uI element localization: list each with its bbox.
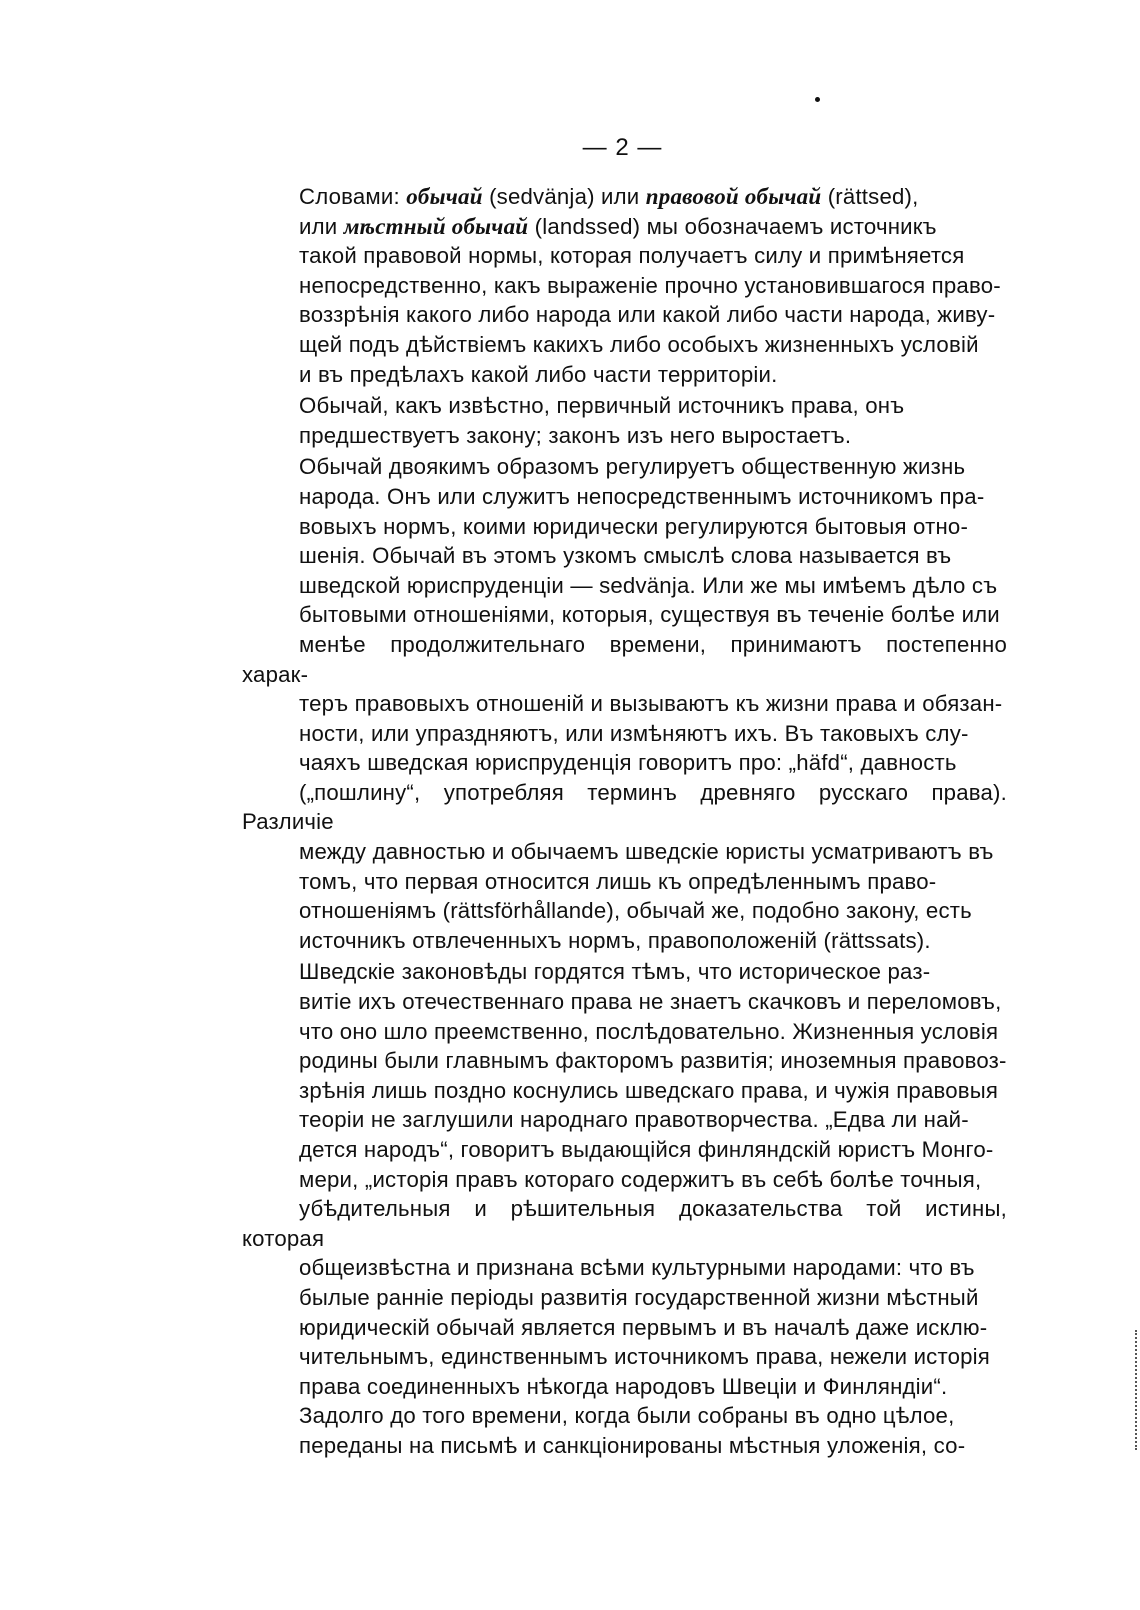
text-line	[242, 778, 1007, 837]
text-line	[242, 926, 1007, 956]
text-line	[242, 1194, 1007, 1253]
text-run: непосредственно, какъ выраженіе прочно установившагося право-	[299, 272, 1001, 298]
text-line	[242, 867, 1007, 897]
text-run: щей подъ дѣйствіемъ какихъ либо особыхъ жизненныхъ условій	[299, 331, 979, 357]
text-line	[242, 482, 1007, 512]
text-run: теоріи не заглушили народнаго правотворчества. „Едва ли най-	[299, 1107, 969, 1133]
text-run: зрѣнія лишь поздно коснулись шведскаго права, и чужія правовыя	[299, 1077, 999, 1103]
text-line	[242, 719, 1007, 749]
paragraph	[242, 452, 1007, 955]
text-line	[242, 241, 1007, 271]
text-run: воззрѣнія какого либо народа или какой либо части народа, живу-	[299, 302, 996, 328]
text-line	[242, 300, 1007, 330]
text-line	[242, 1076, 1007, 1106]
text-run: витіе ихъ отечественнаго права не знаетъ скачковъ и переломовъ,	[299, 989, 1002, 1015]
text-run: отношеніямъ (rättsförhållande), обычай же, подобно закону, есть	[299, 898, 972, 924]
text-line	[242, 1135, 1007, 1165]
text-run: права соединенныхъ нѣкогда народовъ Швеціи и Финляндіи“.	[299, 1373, 948, 1399]
text-run: теръ правовыхъ отношеній и вызываютъ къ жизни права и обязан-	[299, 691, 1003, 717]
text-run: томъ, что первая относится лишь къ опредѣленнымъ право-	[299, 868, 937, 894]
text-run: родины были главнымъ факторомъ развитія; иноземныя правовоз-	[299, 1048, 1007, 1074]
paragraph	[242, 957, 1007, 1460]
text-line	[242, 987, 1007, 1017]
text-run: Обычай, какъ извѣстно, первичный источникъ права, онъ	[299, 393, 905, 419]
text-line	[242, 1372, 1007, 1402]
text-line	[242, 1313, 1007, 1343]
text-line	[242, 541, 1007, 571]
text-line	[242, 1283, 1007, 1313]
text-run: или	[299, 213, 344, 239]
text-line	[242, 182, 1007, 212]
text-run: дется народъ“, говоритъ выдающійся финляндскій юристъ Монго-	[299, 1137, 994, 1162]
text-run: бытовыми отношеніями, которыя, существуя въ теченіе болѣе или	[299, 602, 1000, 628]
text-run: мери, „исторія правъ котораго содержитъ въ себѣ болѣе точныя,	[299, 1166, 982, 1192]
text-run: менѣе продолжительнаго времени, принимаютъ постепенно харак-	[242, 631, 1007, 687]
text-run: („пошлину“, употребляя терминъ древняго русскаго права). Различіе	[242, 779, 1007, 835]
text-run: переданы на письмѣ и санкціонированы мѣстныя уложенія, со-	[299, 1432, 966, 1458]
text-run: общеизвѣстна и признана всѣми культурными народами: что въ	[299, 1255, 975, 1281]
text-line	[242, 271, 1007, 301]
text-run: Обычай двоякимъ образомъ регулируетъ общественную жизнь	[299, 454, 966, 480]
text-run: и въ предѣлахъ какой либо части территоріи.	[299, 361, 778, 387]
paragraph	[242, 391, 1007, 450]
text-line	[242, 212, 1007, 242]
text-line	[242, 689, 1007, 719]
paragraph	[242, 182, 1007, 389]
body-text	[242, 182, 1007, 1461]
text-run: вовыхъ нормъ, коими юридически регулируются бытовыя отно-	[299, 513, 969, 539]
text-line	[242, 1017, 1007, 1047]
text-run: юридическій обычай является первымъ и въ началѣ даже исклю-	[299, 1314, 988, 1340]
text-line	[242, 421, 1007, 451]
text-line	[242, 571, 1007, 601]
text-run: чительнымъ, единственнымъ источникомъ права, нежели исторія	[299, 1344, 990, 1370]
text-line	[242, 360, 1007, 390]
text-run: чаяхъ шведская юриспруденція говоритъ про: „häfd“, давность	[299, 750, 957, 776]
text-line	[242, 1253, 1007, 1283]
text-run: такой правовой нормы, которая получаетъ силу и примѣняется	[299, 243, 965, 269]
text-line	[242, 837, 1007, 867]
text-line	[242, 748, 1007, 778]
italic-term: мѣстный обычай	[343, 213, 529, 239]
text-line	[242, 630, 1007, 689]
text-line	[242, 1342, 1007, 1372]
text-line	[242, 1165, 1007, 1195]
text-line	[242, 452, 1007, 482]
text-run: Шведскіе законовѣды гордятся тѣмъ, что историческое раз-	[299, 959, 931, 985]
text-run: между давностью и обычаемъ шведскіе юристы усматриваютъ въ	[299, 839, 994, 865]
text-line	[242, 1431, 1007, 1461]
text-line	[242, 391, 1007, 421]
page-edge-marks	[1135, 1330, 1140, 1450]
text-run: убѣдительныя и рѣшительныя доказательства той истины, которая	[242, 1196, 1007, 1251]
text-line	[242, 512, 1007, 542]
text-run: Словами:	[299, 184, 407, 209]
text-run: шенія. Обычай въ этомъ узкомъ смыслѣ слова называется въ	[299, 543, 952, 569]
ink-speck	[815, 97, 820, 102]
text-run: шведской юриспруденціи — sedvänja. Или же мы имѣемъ дѣло съ	[299, 572, 998, 598]
text-run: что оно шло преемственно, послѣдовательно. Жизненныя условія	[299, 1018, 999, 1044]
italic-term: правовой обычай	[645, 184, 822, 209]
text-run: (rättsed),	[821, 184, 919, 209]
text-line	[242, 600, 1007, 630]
text-line	[242, 1401, 1007, 1431]
text-run: былые ранніе періоды развитія государственной жизни мѣстный	[299, 1284, 979, 1310]
text-run: (landssed) мы обозначаемъ источникъ	[528, 213, 937, 239]
text-run: (sedvänja) или	[482, 184, 646, 209]
text-run: народа. Онъ или служитъ непосредственнымъ источникомъ пра-	[299, 483, 985, 509]
text-line	[242, 957, 1007, 987]
text-run: предшествуетъ закону; законъ изъ него выростаетъ.	[299, 422, 852, 448]
text-line	[242, 1105, 1007, 1135]
text-run: Задолго до того времени, когда были собраны въ одно цѣлое,	[299, 1403, 955, 1429]
text-line	[242, 896, 1007, 926]
text-run: ности, или упраздняютъ, или измѣняютъ ихъ. Въ таковыхъ слу-	[299, 720, 969, 746]
text-run: источникъ отвлеченныхъ нормъ, правоположеній (rättssats).	[299, 927, 931, 953]
italic-term: обычай	[406, 184, 483, 209]
text-line	[242, 330, 1007, 360]
page-number: — 2 —	[582, 134, 663, 161]
text-line	[242, 1046, 1007, 1076]
